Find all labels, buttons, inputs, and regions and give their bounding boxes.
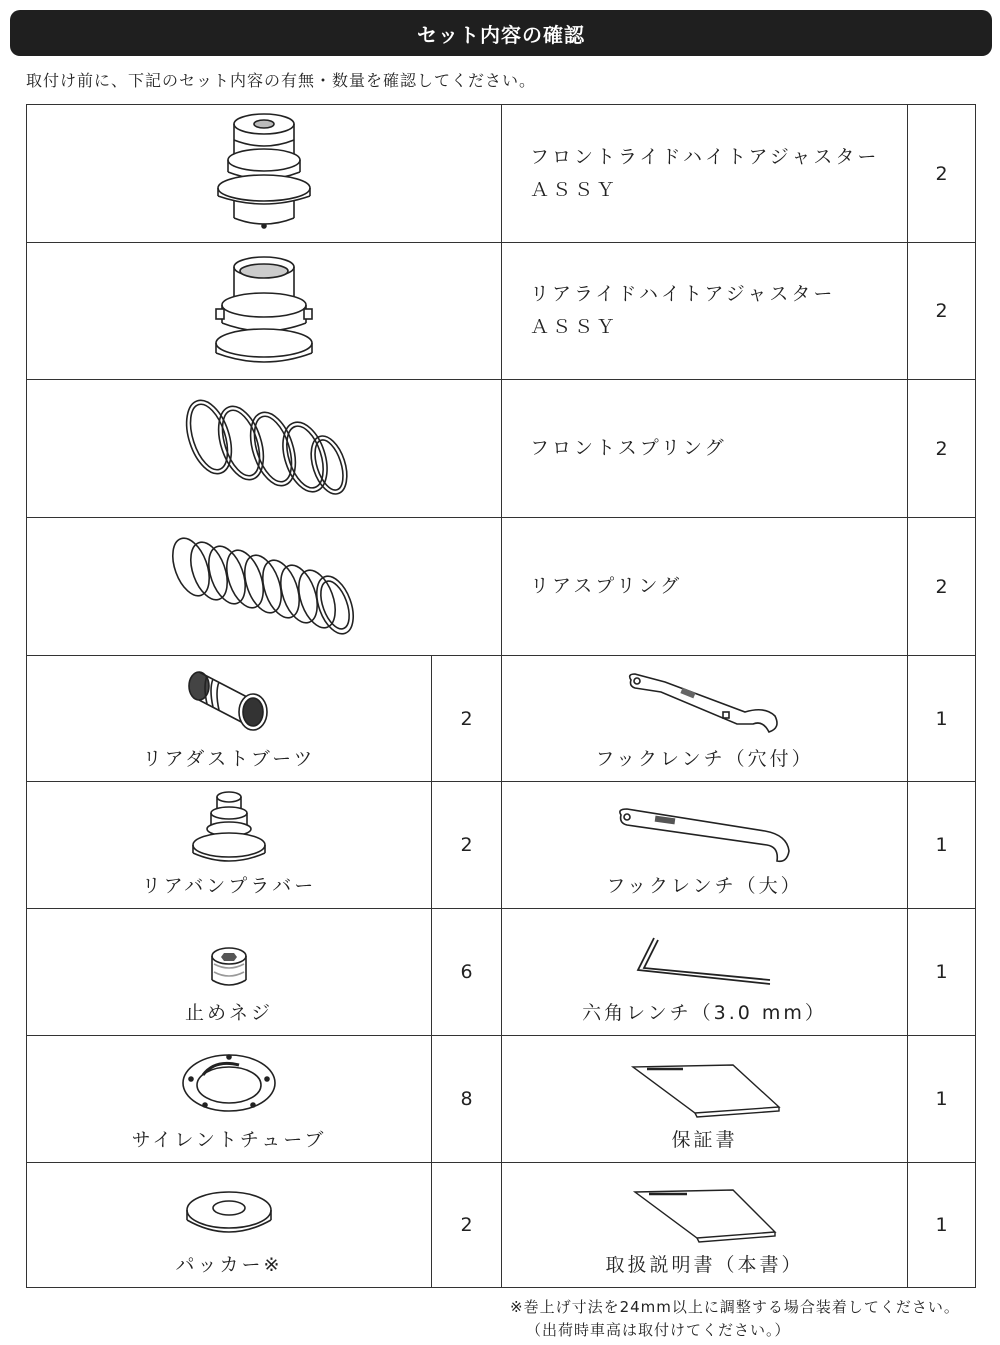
rear-dust-boot-icon: [179, 664, 279, 740]
footnote-line: （出荷時車高は取付けてください。）: [526, 1321, 791, 1339]
part-image-cell: [501, 908, 907, 1035]
part-qty-cell: 6: [431, 908, 501, 1035]
part-image-cell: [27, 242, 501, 379]
part-qty-cell: 2: [907, 242, 975, 379]
part-qty-cell: 1: [907, 908, 975, 1035]
part-label: 取扱説明書（本書）: [605, 1254, 804, 1276]
front-ride-height-adjuster-icon: [204, 110, 324, 238]
part-qty-cell: 8: [431, 1035, 501, 1162]
silent-tube-icon: [179, 1045, 279, 1121]
part-qty-cell: 2: [431, 781, 501, 908]
part-qty-cell: 1: [907, 1162, 975, 1287]
part-qty-cell: 1: [907, 655, 975, 781]
part-name-cell: フロントスプリング: [501, 379, 907, 517]
part-image-cell: [27, 908, 431, 1035]
part-label: フックレンチ（大）: [606, 875, 803, 897]
part-name-cell: リアスプリング: [501, 517, 907, 655]
part-qty-cell: 2: [907, 105, 975, 242]
part-name-cell: リアライドハイトアジャスター ＡＳＳＹ: [501, 242, 907, 379]
part-image-cell: [27, 105, 501, 242]
part-qty-cell: 2: [431, 655, 501, 781]
rear-bump-rubber-icon: [189, 787, 269, 867]
part-label: フックレンチ（穴付）: [595, 748, 814, 770]
packer-icon: [181, 1186, 277, 1246]
hex-wrench-icon: [630, 934, 780, 994]
part-label: 止めネジ: [184, 1002, 273, 1024]
part-name-cell: フロントライドハイトアジャスター ＡＳＳＹ: [501, 105, 907, 242]
part-image-cell: [27, 1162, 431, 1287]
part-qty-cell: 1: [907, 1035, 975, 1162]
part-qty-cell: 2: [907, 517, 975, 655]
part-image-cell: [27, 517, 501, 655]
part-label: リアバンプラバー: [141, 875, 317, 897]
part-label: 保証書: [671, 1129, 738, 1151]
front-spring-icon: [179, 389, 349, 509]
set-screw-icon: [204, 944, 254, 994]
part-qty-cell: 2: [431, 1162, 501, 1287]
part-image-cell: [501, 1035, 907, 1162]
footnote-line: ※巻上げ寸法を24mm以上に調整する場合装着してください。: [510, 1298, 960, 1316]
part-label: サイレントチューブ: [131, 1129, 327, 1151]
part-image-cell: [27, 1035, 431, 1162]
rear-ride-height-adjuster-icon: [204, 249, 324, 373]
part-image-cell: [501, 781, 907, 908]
part-label: リアダストブーツ: [142, 748, 316, 770]
hook-wrench-holed-icon: [625, 670, 785, 740]
part-image-cell: [501, 1162, 907, 1287]
part-image-cell: [501, 655, 907, 781]
section-header: [10, 10, 992, 56]
part-qty-cell: 2: [907, 379, 975, 517]
footnote: [510, 1296, 960, 1342]
part-image-cell: [27, 781, 431, 908]
part-label: 六角レンチ（3.0 mm）: [582, 1002, 827, 1024]
section-title: セット内容の確認: [417, 22, 585, 47]
part-qty-cell: 1: [907, 781, 975, 908]
parts-table: [26, 104, 976, 1288]
hook-wrench-large-icon: [615, 807, 795, 867]
instruction-manual-icon: [625, 1186, 785, 1246]
part-label: パッカー※: [175, 1254, 283, 1276]
part-image-cell: [27, 379, 501, 517]
warranty-card-icon: [625, 1061, 785, 1121]
rear-spring-icon: [169, 527, 359, 647]
part-image-cell: [27, 655, 431, 781]
intro-text: 取付け前に、下記のセット内容の有無・数量を確認してください。: [26, 71, 537, 90]
